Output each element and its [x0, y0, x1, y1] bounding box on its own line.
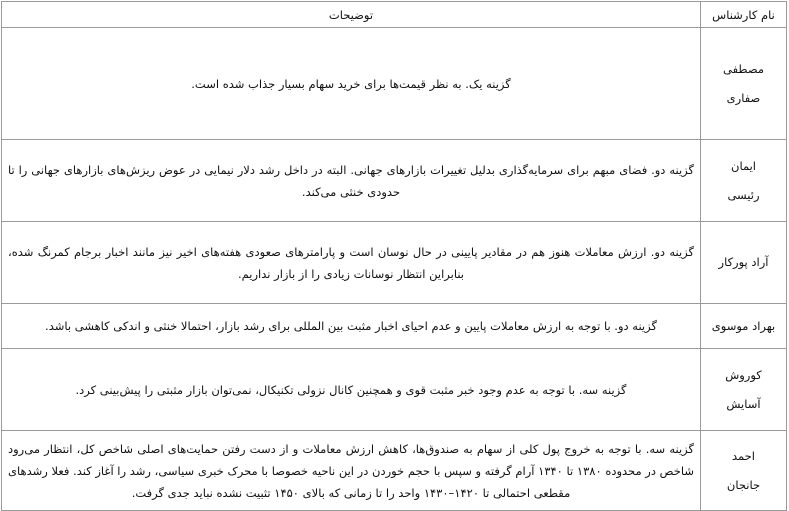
description-cell: گزینه سه. با توجه به عدم وجود خبر مثبت قوی و همچنین کانال نزولی تکنیکال، نمی‌توان بازار مثبتی را پیش‌بینی کرد. [2, 349, 701, 431]
description-cell: گزینه یک. به نظر قیمت‌ها برای خرید سهام بسیار جذاب شده است. [2, 28, 701, 140]
expert-name-cell [701, 349, 787, 431]
description-cell: گزینه سه. با توجه به خروج پول کلی از سهام به صندوق‌ها، کاهش ارزش معاملات و از دست رفتن حمایت‌های اصلی شاخص کل، انتظار می‌رود شاخص در محدوده ۱۳۸۰ تا ۱۳۴۰ آرام گرفته و سپس با حجم خوردن در این ناحیه خصوصا با محرک خبری سیاسی، رشد را آغاز کند. فعلا رشدهای مقطعی احتمالی تا ۱۴۲۰–۱۴۳۰ واحد را تا زمانی که بالای ۱۴۵۰ تثبیت نشده نباید جدی گرفت. [2, 431, 701, 511]
table-row [2, 140, 787, 222]
description-cell: گزینه دو. ارزش معاملات هنوز هم در مقادیر پایینی در حال نوسان است و پارامترهای صعودی هفته‌های اخیر نیز مانند اخبار برجام کمرنگ شده، بنابراین انتظار نوسانات زیادی را از بازار نداریم. [2, 222, 701, 304]
expert-name-cell [701, 431, 787, 511]
table-row [2, 431, 787, 511]
experts-table [1, 1, 787, 511]
expert-name-cell [701, 140, 787, 222]
table-row [2, 222, 787, 304]
description-cell: گزینه دو. با توجه به ارزش معاملات پایین و عدم احیای اخبار مثبت بین المللی برای رشد بازار، احتمالا خنثی و اندکی کاهشی باشد. [2, 304, 701, 349]
header-expert-name: نام کارشناس [701, 2, 787, 28]
description-cell: گزینه دو. فضای مبهم برای سرمایه‌گذاری بدلیل تغییرات بازارهای جهانی. البته در داخل رشد دلار نیمایی در عوض ریزش‌های بازارهای جهانی را تا حدودی خنثی می‌کند. [2, 140, 701, 222]
expert-name: کوروش آسایش [725, 367, 762, 411]
expert-name: بهراد موسوی [711, 318, 776, 333]
expert-name-cell [701, 222, 787, 304]
expert-name-cell [701, 304, 787, 349]
expert-name: مصطفی صفاری [723, 61, 764, 105]
expert-name: احمد جانجان [726, 448, 761, 492]
header-description: توضیحات [2, 2, 701, 28]
table-row [2, 28, 787, 140]
expert-name: آراد پورکار [718, 255, 769, 269]
expert-name: ایمان رئیسی [727, 158, 760, 202]
table-header-row [2, 2, 787, 28]
table-row [2, 349, 787, 431]
expert-name-cell [701, 28, 787, 140]
table-row [2, 304, 787, 349]
